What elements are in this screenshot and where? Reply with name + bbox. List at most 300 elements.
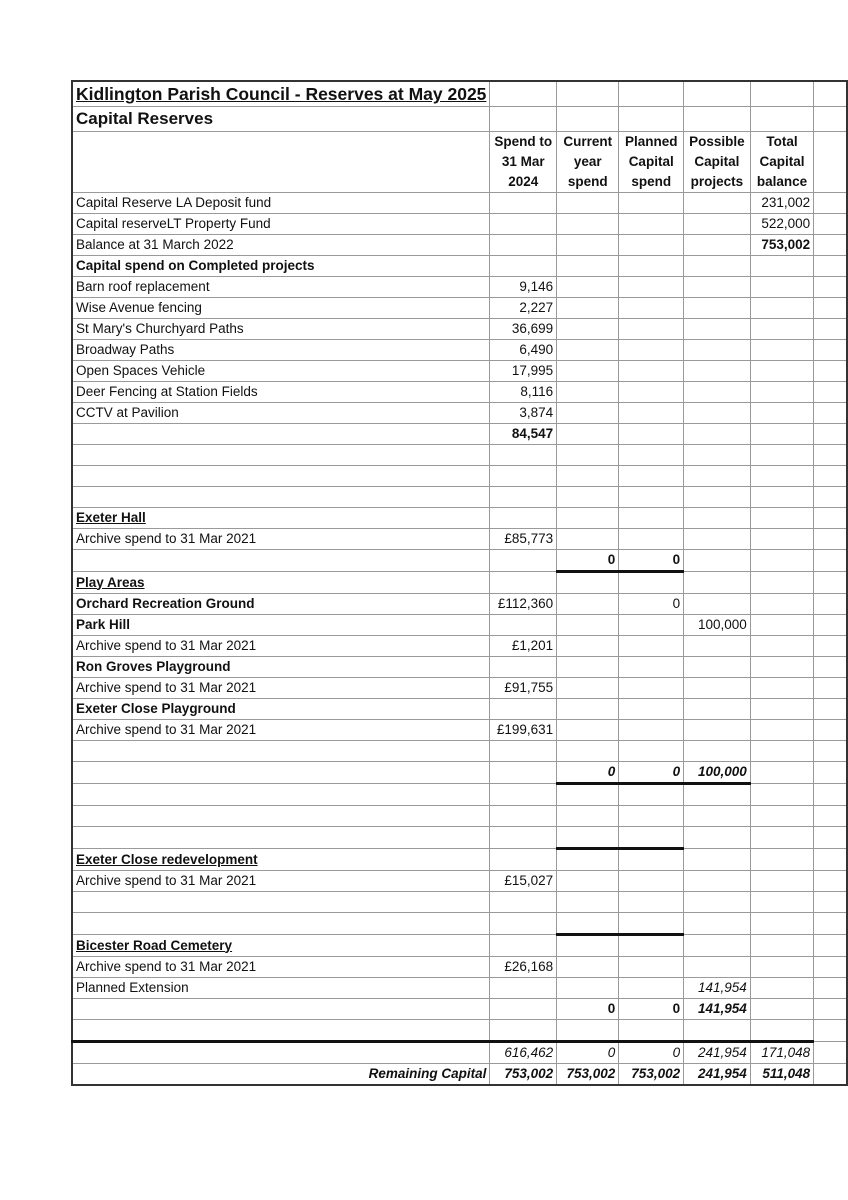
cell-current <box>557 849 619 871</box>
cell-current <box>557 720 619 741</box>
row-label: Remaining Capital <box>72 1064 490 1086</box>
cell-total <box>750 550 813 572</box>
cell-current <box>557 892 619 913</box>
table-row <box>72 957 847 978</box>
cell-total <box>750 657 813 678</box>
cell-current <box>557 277 619 298</box>
cell-spend: £15,027 <box>490 871 557 892</box>
cell-possible <box>684 529 751 550</box>
cell-planned <box>619 784 684 806</box>
table-row <box>72 806 847 827</box>
cell-planned <box>619 340 684 361</box>
cell-current <box>557 678 619 699</box>
cell-total <box>750 403 813 424</box>
cell-planned <box>619 657 684 678</box>
cell-planned <box>619 277 684 298</box>
cell-current <box>557 529 619 550</box>
cell-spend: £112,360 <box>490 594 557 615</box>
cell-spend: £85,773 <box>490 529 557 550</box>
cell-current <box>557 424 619 445</box>
cell-possible <box>684 319 751 340</box>
cell-current <box>557 784 619 806</box>
table-row <box>72 935 847 957</box>
cell-total <box>750 277 813 298</box>
cell-spend: £1,201 <box>490 636 557 657</box>
cell-planned <box>619 678 684 699</box>
cell-current <box>557 935 619 957</box>
cell-total: 171,048 <box>750 1042 813 1064</box>
table-row <box>72 529 847 550</box>
table-row <box>72 871 847 892</box>
table-row <box>72 256 847 277</box>
cell-total <box>750 806 813 827</box>
cell-planned <box>619 508 684 529</box>
cell-total: 522,000 <box>750 214 813 235</box>
cell-possible <box>684 1020 751 1042</box>
row-label: Exeter Close Playground <box>72 699 490 720</box>
table-row <box>72 277 847 298</box>
cell-total <box>750 615 813 636</box>
cell-current <box>557 445 619 466</box>
cell-planned <box>619 720 684 741</box>
cell-total <box>750 999 813 1020</box>
cell-spend <box>490 741 557 762</box>
cell-current: 0 <box>557 550 619 572</box>
cell-spend: 17,995 <box>490 361 557 382</box>
row-label: Ron Groves Playground <box>72 657 490 678</box>
cell-possible <box>684 382 751 403</box>
cell-planned: 0 <box>619 999 684 1020</box>
cell-total <box>750 361 813 382</box>
cell-planned: 0 <box>619 594 684 615</box>
cell-possible <box>684 487 751 508</box>
cell-possible <box>684 935 751 957</box>
cell-spend: 6,490 <box>490 340 557 361</box>
table-row <box>72 849 847 871</box>
table-row <box>72 678 847 699</box>
table-row <box>72 999 847 1020</box>
cell-total <box>750 340 813 361</box>
cell-current <box>557 636 619 657</box>
cell-spend <box>490 235 557 256</box>
cell-spend <box>490 827 557 849</box>
row-label: Archive spend to 31 Mar 2021 <box>72 636 490 657</box>
cell-total <box>750 572 813 594</box>
cell-total <box>750 678 813 699</box>
cell-spend <box>490 784 557 806</box>
cell-total <box>750 1020 813 1042</box>
table-row <box>72 550 847 572</box>
cell-total <box>750 784 813 806</box>
cell-possible <box>684 678 751 699</box>
cell-spend <box>490 892 557 913</box>
cell-planned <box>619 741 684 762</box>
header-possible: Possible Capital projects <box>684 132 751 193</box>
cell-planned <box>619 319 684 340</box>
cell-planned <box>619 871 684 892</box>
table-row <box>72 298 847 319</box>
cell-total <box>750 529 813 550</box>
cell-total <box>750 594 813 615</box>
cell-total <box>750 978 813 999</box>
cell-possible <box>684 298 751 319</box>
header-total: Total Capital balance <box>750 132 813 193</box>
row-label <box>72 424 490 445</box>
table-row <box>72 657 847 678</box>
table-row <box>72 424 847 445</box>
table-row <box>72 319 847 340</box>
cell-current <box>557 572 619 594</box>
cell-spend <box>490 762 557 784</box>
cell-planned <box>619 466 684 487</box>
cell-total <box>750 319 813 340</box>
cell-current <box>557 657 619 678</box>
header-current: Current year spend <box>557 132 619 193</box>
cell-planned <box>619 913 684 935</box>
row-label <box>72 741 490 762</box>
cell-current <box>557 871 619 892</box>
cell-planned <box>619 935 684 957</box>
cell-current <box>557 403 619 424</box>
cell-planned <box>619 235 684 256</box>
cell-possible: 241,954 <box>684 1042 751 1064</box>
cell-spend <box>490 615 557 636</box>
cell-planned <box>619 892 684 913</box>
cell-spend: £199,631 <box>490 720 557 741</box>
capital-reserves-table <box>71 80 848 1086</box>
cell-spend <box>490 999 557 1020</box>
table-row <box>72 892 847 913</box>
cell-current <box>557 487 619 508</box>
cell-planned <box>619 978 684 999</box>
cell-current <box>557 827 619 849</box>
row-label <box>72 999 490 1020</box>
table-row <box>72 827 847 849</box>
cell-planned: 0 <box>619 762 684 784</box>
cell-total <box>750 298 813 319</box>
cell-spend: £26,168 <box>490 957 557 978</box>
table-row <box>72 741 847 762</box>
cell-possible <box>684 720 751 741</box>
cell-possible <box>684 699 751 720</box>
cell-spend: 616,462 <box>490 1042 557 1064</box>
cell-possible <box>684 784 751 806</box>
cell-spend <box>490 193 557 214</box>
cell-current <box>557 256 619 277</box>
table-row <box>72 636 847 657</box>
cell-possible <box>684 957 751 978</box>
cell-current <box>557 508 619 529</box>
cell-planned <box>619 445 684 466</box>
cell-planned <box>619 636 684 657</box>
cell-spend <box>490 913 557 935</box>
cell-possible <box>684 892 751 913</box>
row-label: Bicester Road Cemetery <box>72 935 490 957</box>
table-row <box>72 572 847 594</box>
cell-current <box>557 978 619 999</box>
row-label: CCTV at Pavilion <box>72 403 490 424</box>
cell-possible <box>684 594 751 615</box>
cell-planned <box>619 957 684 978</box>
cell-planned <box>619 1020 684 1042</box>
cell-total: 753,002 <box>750 235 813 256</box>
cell-current <box>557 806 619 827</box>
row-label <box>72 806 490 827</box>
cell-possible <box>684 871 751 892</box>
cell-spend <box>490 849 557 871</box>
cell-possible <box>684 235 751 256</box>
cell-spend <box>490 1020 557 1042</box>
cell-spend: 84,547 <box>490 424 557 445</box>
table-row <box>72 214 847 235</box>
header-planned: Planned Capital spend <box>619 132 684 193</box>
cell-total <box>750 762 813 784</box>
row-label: Park Hill <box>72 615 490 636</box>
row-label: Archive spend to 31 Mar 2021 <box>72 871 490 892</box>
cell-spend <box>490 508 557 529</box>
row-label: Broadway Paths <box>72 340 490 361</box>
cell-possible <box>684 550 751 572</box>
table-row <box>72 784 847 806</box>
row-label <box>72 550 490 572</box>
row-label <box>72 892 490 913</box>
row-label: Archive spend to 31 Mar 2021 <box>72 957 490 978</box>
cell-total <box>750 699 813 720</box>
row-label <box>72 1042 490 1064</box>
row-label: Deer Fencing at Station Fields <box>72 382 490 403</box>
table-row <box>72 445 847 466</box>
cell-planned <box>619 827 684 849</box>
row-label: Capital reserveLT Property Fund <box>72 214 490 235</box>
row-label <box>72 784 490 806</box>
cell-possible <box>684 849 751 871</box>
cell-current <box>557 214 619 235</box>
cell-current: 753,002 <box>557 1064 619 1086</box>
cell-possible <box>684 913 751 935</box>
row-label: Archive spend to 31 Mar 2021 <box>72 678 490 699</box>
cell-total <box>750 508 813 529</box>
cell-current <box>557 361 619 382</box>
cell-total <box>750 913 813 935</box>
row-label <box>72 827 490 849</box>
cell-current: 0 <box>557 999 619 1020</box>
cell-possible <box>684 741 751 762</box>
cell-possible <box>684 827 751 849</box>
cell-total <box>750 827 813 849</box>
section-title: Capital Reserves <box>72 107 490 132</box>
table-row <box>72 699 847 720</box>
row-label: St Mary's Churchyard Paths <box>72 319 490 340</box>
cell-spend: 36,699 <box>490 319 557 340</box>
row-label <box>72 913 490 935</box>
table-row <box>72 193 847 214</box>
cell-total <box>750 256 813 277</box>
cell-planned <box>619 403 684 424</box>
cell-total <box>750 871 813 892</box>
cell-possible <box>684 572 751 594</box>
cell-spend <box>490 699 557 720</box>
cell-planned <box>619 382 684 403</box>
cell-planned <box>619 572 684 594</box>
cell-total <box>750 720 813 741</box>
cell-planned <box>619 849 684 871</box>
cell-possible <box>684 445 751 466</box>
cell-possible <box>684 636 751 657</box>
cell-total <box>750 636 813 657</box>
cell-spend <box>490 487 557 508</box>
cell-planned <box>619 615 684 636</box>
cell-planned: 753,002 <box>619 1064 684 1086</box>
table-row <box>72 1020 847 1042</box>
cell-current <box>557 913 619 935</box>
cell-spend <box>490 572 557 594</box>
cell-total <box>750 892 813 913</box>
cell-possible <box>684 277 751 298</box>
cell-current: 0 <box>557 762 619 784</box>
cell-planned: 0 <box>619 550 684 572</box>
cell-spend: 753,002 <box>490 1064 557 1086</box>
row-label <box>72 445 490 466</box>
row-label: Exeter Hall <box>72 508 490 529</box>
cell-possible: 241,954 <box>684 1064 751 1086</box>
cell-current <box>557 298 619 319</box>
cell-spend: 2,227 <box>490 298 557 319</box>
row-label: Orchard Recreation Ground <box>72 594 490 615</box>
row-label: Play Areas <box>72 572 490 594</box>
cell-possible: 141,954 <box>684 999 751 1020</box>
cell-planned <box>619 487 684 508</box>
cell-current <box>557 235 619 256</box>
cell-possible <box>684 466 751 487</box>
table-row <box>72 235 847 256</box>
cell-planned <box>619 529 684 550</box>
table-row <box>72 762 847 784</box>
row-label <box>72 466 490 487</box>
table-row <box>72 978 847 999</box>
row-label <box>72 487 490 508</box>
cell-spend <box>490 935 557 957</box>
table-row <box>72 913 847 935</box>
cell-planned: 0 <box>619 1042 684 1064</box>
cell-current <box>557 594 619 615</box>
table-row <box>72 594 847 615</box>
table-row <box>72 382 847 403</box>
cell-spend <box>490 978 557 999</box>
table-row <box>72 1064 847 1086</box>
cell-possible <box>684 340 751 361</box>
cell-spend: 8,116 <box>490 382 557 403</box>
cell-planned <box>619 806 684 827</box>
cell-possible <box>684 806 751 827</box>
cell-total <box>750 424 813 445</box>
cell-current <box>557 957 619 978</box>
row-label: Archive spend to 31 Mar 2021 <box>72 720 490 741</box>
cell-current <box>557 615 619 636</box>
cell-total <box>750 445 813 466</box>
table-row <box>72 508 847 529</box>
row-label: Planned Extension <box>72 978 490 999</box>
cell-possible <box>684 361 751 382</box>
cell-planned <box>619 214 684 235</box>
row-label: Wise Avenue fencing <box>72 298 490 319</box>
row-label: Open Spaces Vehicle <box>72 361 490 382</box>
cell-planned <box>619 699 684 720</box>
table-row <box>72 487 847 508</box>
cell-spend: £91,755 <box>490 678 557 699</box>
cell-current <box>557 699 619 720</box>
cell-total <box>750 849 813 871</box>
cell-current <box>557 319 619 340</box>
cell-planned <box>619 424 684 445</box>
cell-spend <box>490 256 557 277</box>
table-row <box>72 720 847 741</box>
cell-possible <box>684 657 751 678</box>
cell-total: 511,048 <box>750 1064 813 1086</box>
table-row <box>72 361 847 382</box>
cell-current <box>557 193 619 214</box>
cell-planned <box>619 361 684 382</box>
table-row <box>72 1042 847 1064</box>
cell-total <box>750 466 813 487</box>
cell-possible: 100,000 <box>684 615 751 636</box>
cell-planned <box>619 256 684 277</box>
cell-current: 0 <box>557 1042 619 1064</box>
cell-total <box>750 382 813 403</box>
cell-possible: 141,954 <box>684 978 751 999</box>
cell-spend <box>490 466 557 487</box>
cell-spend <box>490 806 557 827</box>
table-row <box>72 615 847 636</box>
cell-total: 231,002 <box>750 193 813 214</box>
row-label: Balance at 31 March 2022 <box>72 235 490 256</box>
table-row <box>72 466 847 487</box>
header-spend: Spend to 31 Mar 2024 <box>490 132 557 193</box>
cell-spend <box>490 657 557 678</box>
row-label: Capital Reserve LA Deposit fund <box>72 193 490 214</box>
page-title: Kidlington Parish Council - Reserves at May 2025 <box>72 81 490 107</box>
cell-current <box>557 741 619 762</box>
cell-possible <box>684 193 751 214</box>
row-label: Barn roof replacement <box>72 277 490 298</box>
cell-planned <box>619 193 684 214</box>
cell-total <box>750 935 813 957</box>
cell-planned <box>619 298 684 319</box>
row-label <box>72 1020 490 1042</box>
cell-current <box>557 382 619 403</box>
cell-total <box>750 957 813 978</box>
cell-total <box>750 487 813 508</box>
cell-spend <box>490 214 557 235</box>
cell-possible <box>684 256 751 277</box>
cell-possible: 100,000 <box>684 762 751 784</box>
cell-spend: 3,874 <box>490 403 557 424</box>
cell-spend: 9,146 <box>490 277 557 298</box>
cell-spend <box>490 445 557 466</box>
cell-total <box>750 741 813 762</box>
table-row <box>72 403 847 424</box>
row-label: Archive spend to 31 Mar 2021 <box>72 529 490 550</box>
cell-current <box>557 1020 619 1042</box>
row-label: Exeter Close redevelopment <box>72 849 490 871</box>
cell-current <box>557 466 619 487</box>
row-label <box>72 762 490 784</box>
row-label: Capital spend on Completed projects <box>72 256 490 277</box>
cell-possible <box>684 424 751 445</box>
cell-spend <box>490 550 557 572</box>
cell-possible <box>684 403 751 424</box>
cell-possible <box>684 508 751 529</box>
table-row <box>72 340 847 361</box>
